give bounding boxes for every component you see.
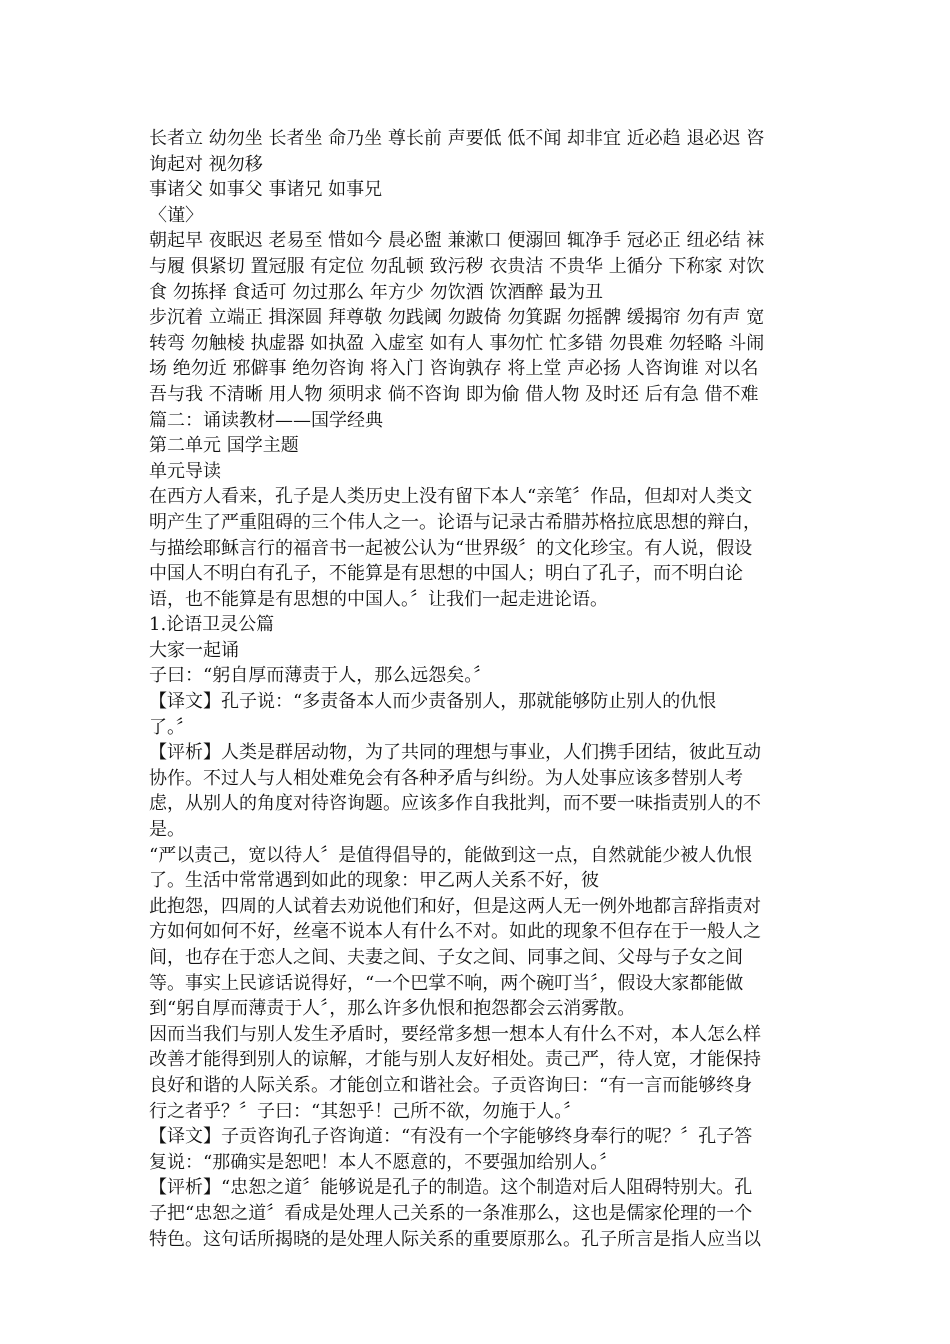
text-line: 到“躬自厚而薄责于人〞，那么许多仇恨和抱怨都会云消雾散。: [149, 998, 636, 1020]
text-line: 长者立 幼勿坐 长者坐 命乃坐 尊长前 声要低 低不闻 却非宜 近必趋 退必迟 咨: [149, 128, 765, 149]
text-line: 因而当我们与别人发生矛盾时，要经常多想一想本人有什么不对，本人怎么样: [149, 1023, 761, 1045]
text-line: 1.论语卫灵公篇: [149, 614, 275, 636]
text-line: 协作。不过人与人相处难免会有各种矛盾与纠纷。为人处事应该多替别人考: [149, 767, 743, 789]
text-line: 第二单元 国学主题: [149, 435, 299, 457]
text-line: 方如何如何不好，丝毫不说本人有什么不对。如此的现象不但存在于一般人之: [149, 921, 761, 943]
text-line: 吾与我 不清晰 用人物 须明求 倘不咨询 即为偷 借人物 及时还 后有急 借不难: [149, 383, 759, 405]
text-line: 大家一起诵: [149, 639, 239, 661]
text-line: “严以责己，宽以待人〞是值得倡导的，能做到这一点，自然就能少被人仇恨: [149, 844, 753, 866]
text-line: 〈谨〉: [149, 204, 203, 226]
text-line: 中国人不明白有孔子，不能算是有思想的中国人；明白了孔子，而不明白论: [149, 563, 743, 585]
text-line: 改善才能得到别人的谅解，才能与别人友好相处。责己严，待人宽，才能保持: [149, 1049, 761, 1071]
text-line: 间，也存在于恋人之间、夫妻之间、子女之间、同事之间、父母与子女之间: [149, 947, 743, 968]
text-line: 【译文】子贡咨询孔子咨询道：“有没有一个字能够终身奉行的呢？〞孔子答: [149, 1126, 753, 1148]
text-line: 行之者乎？〞子曰：“其恕乎！己所不欲，勿施于人。〞: [149, 1100, 582, 1122]
text-line: 是。: [149, 819, 185, 841]
text-line: 【译文】孔子说：“多责备本人而少责备别人，那就能够防止别人的仇恨: [149, 691, 717, 713]
text-line: 了。〞: [149, 716, 194, 738]
text-line: 朝起早 夜眠迟 老易至 惜如今 晨必盥 兼漱口 便溺回 辄净手 冠必正 纽必结 袜: [149, 230, 765, 252]
text-line: 事诸父 如事父 事诸兄 如事兄: [149, 179, 383, 201]
text-line: 复说：“那确实是恕吧！本人不愿意的，不要强加给别人。〞: [149, 1151, 618, 1173]
text-line: 场 绝勿近 邪僻事 绝勿咨询 将入门 咨询孰存 将上堂 声必扬 人咨询谁 对以名: [149, 358, 759, 380]
text-line: 单元导读: [149, 460, 221, 482]
text-line: 询起对 视勿移: [149, 153, 263, 175]
text-line: 【评析】人类是群居动物，为了共同的理想与事业，人们携手团结，彼此互动: [149, 742, 761, 764]
text-line: 特色。这句话所揭晓的是处理人际关系的重要原那么。孔子所言是指人应当以: [149, 1228, 761, 1250]
text-line: 【评析】“忠恕之道〞能够说是孔子的制造。这个制造对后人阻碍特别大。孔: [149, 1177, 753, 1199]
text-line: 虑，从别人的角度对待咨询题。应该多作自我批判，而不要一味指责别人的不: [149, 793, 761, 815]
text-line: 了。生活中常常遇到如此的现象：甲乙两人关系不好，彼: [149, 870, 599, 892]
text-line: 子把“忠恕之道〞看成是处理人己关系的一条准那么，这也是儒家伦理的一个: [149, 1202, 753, 1224]
text-line: 此抱怨，四周的人试着去劝说他们和好，但是这两人无一例外地都言辞指责对: [149, 895, 761, 917]
text-line: 与描绘耶稣言行的福音书一起被公认为“世界级〞的文化珍宝。有人说，假设: [149, 537, 753, 559]
text-line: 步沉着 立端正 揖深圆 拜尊敬 勿践阈 勿跛倚 勿箕踞 勿摇髀 缓揭帘 勿有声 宽: [149, 307, 765, 329]
text-line: 明产生了严重阻碍的三个伟人之一。论语与记录古希腊苏格拉底思想的辩白，: [149, 511, 761, 533]
text-line: 子曰：“躬自厚而薄责于人，那么远怨矣。〞: [149, 665, 492, 687]
text-line: 篇二：诵读教材——国学经典: [149, 409, 383, 431]
text-line: 转弯 勿触棱 执虚器 如执盈 入虚室 如有人 事勿忙 忙多错 勿畏难 勿轻略 斗闹: [149, 332, 765, 354]
text-line: 在西方人看来，孔子是人类历史上没有留下本人“亲笔〞作品，但却对人类文: [149, 486, 753, 508]
text-line: 语，也不能算是有思想的中国人。〞让我们一起走进论语。: [149, 588, 608, 610]
text-line: 良好和谐的人际关系。才能创立和谐社会。子贡咨询曰：“有一言而能够终身: [149, 1074, 753, 1096]
text-line: 食 勿拣择 食适可 勿过那么 年方少 勿饮酒 饮酒醉 最为丑: [149, 281, 604, 303]
text-line: 等。事实上民谚话说得好，“一个巴掌不响，两个碗叮当〞，假设大家都能做: [149, 972, 744, 994]
document-body: [149, 126, 809, 1252]
text-line: 与履 俱紧切 置冠服 有定位 勿乱顿 致污秽 衣贵洁 不贵华 上循分 下称家 对饮: [149, 255, 765, 277]
